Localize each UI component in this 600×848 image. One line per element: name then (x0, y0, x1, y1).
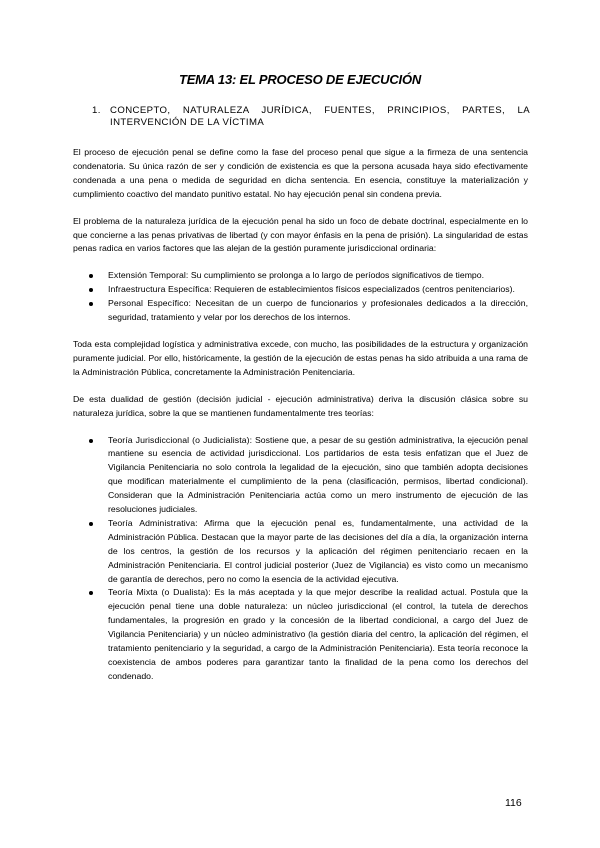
bullet-icon (89, 288, 93, 292)
bullet-icon (89, 591, 93, 595)
item-term: Teoría Administrativa: (108, 517, 198, 528)
item-text: Requieren de establecimientos físicos especializados (centros penitenciarios). (214, 284, 515, 295)
bullet-icon (89, 439, 93, 443)
body-content (73, 146, 528, 697)
item-term: Teoría Mixta (o Dualista): (108, 587, 211, 598)
bullet-icon (89, 274, 93, 278)
paragraph: Toda esta complejidad logística y administrativa excede, con mucho, las posibilidades de la estructura y organización puramente judicial. Por ello, históricamente, la gestión de la ejecución de estas penas ha sido atribuida a una rama de la Administración Pública, concretamente la Administración Penitenciaria. (73, 338, 528, 377)
bullet-icon (89, 522, 93, 526)
page-number: 116 (505, 797, 522, 809)
paragraph: De esta dualidad de gestión (decisión judicial - ejecución administrativa) deriva la discusión clásica sobre su naturaleza jurídica, sobre la que se mantienen fundamentalmente tres teorías: (73, 393, 528, 418)
item-term: Teoría Jurisdiccional (o Judicialista): (108, 434, 253, 445)
section-text: CONCEPTO, NATURALEZA JURÍDICA, FUENTES, PRINCIPIOS, PARTES, LA INTERVENCIÓN DE LA VÍCTIMA (110, 105, 530, 129)
list-item (73, 297, 528, 325)
list-item (73, 434, 528, 517)
theories-list (73, 434, 528, 684)
list-item (73, 269, 528, 283)
factors-list (73, 269, 528, 325)
bullet-icon (89, 302, 93, 306)
item-term: Extensión Temporal: (108, 270, 189, 281)
list-item (73, 283, 528, 297)
item-term: Infraestructura Específica: (108, 284, 212, 295)
item-text: Su cumplimiento se prolonga a lo largo de períodos significativos de tiempo. (190, 270, 485, 281)
section-heading (92, 105, 530, 129)
list-item (73, 586, 528, 683)
item-text: Es la más aceptada y la que mejor describe la realidad actual. Postula que la ejecución penal tiene una doble naturaleza: un núcleo jurisdiccional (el control, la tutela de derechos fundamentales, la progresión en grado y la concesión de la libertad condicional, a cargo del Juez de Vigilancia Penitenciaria) y un núcleo administrativo (la gestión diaria del centro, la aplicación del régimen, el tratamiento penitenciario y la seguridad, a cargo de la Administración Penitenciaria). Esta teoría reconoce la coexistencia de ambos poderes para garantizar tanto la finalidad de la pena como los derechos del condenado. (108, 587, 528, 681)
item-term: Personal Específico: (108, 298, 192, 309)
paragraph: El problema de la naturaleza jurídica de la ejecución penal ha sido un foco de debate doctrinal, especialmente en lo que concierne a las penas privativas de libertad (y con mayor énfasis en la pena de prisión). La singularidad de estas penas radica en varios factores que las alejan de la gestión puramente jurisdiccional ordinaria: (73, 215, 528, 254)
paragraph: El proceso de ejecución penal se define como la fase del proceso penal que sigue a la firmeza de una sentencia condenatoria. Su única razón de ser y condición de existencia es que la persona acusada haya sido efectivamente condenada a una pena o medida de seguridad en dicha sentencia. En esencia, constituye la materialización y cumplimiento coactivo del mandato punitivo estatal. No hay ejecución penal sin condena previa. (73, 147, 528, 199)
item-text: Sostiene que, a pesar de su gestión administrativa, la ejecución penal mantiene su esencia de actividad jurisdiccional. Los partidarios de esta tesis enfatizan que el Juez de Vigilancia Penitenciaria no solo controla la legalidad de la ejecución, sino que también adopta decisiones que modifican materialmente el cumplimiento de la pena (clasificación, permisos, libertad condicional). Consideran que la Administración Penitenciaria actúa como un mero instrumento de ejecución de las resoluciones judiciales. (108, 434, 528, 515)
item-text: Afirma que la ejecución penal es, fundamentalmente, una actividad de la Administración Pública. Destacan que la mayor parte de las decisiones del día a día, la organización interna de los centros, la gestión de los recursos y la aplicación del régimen penitenciario recaen en la Administración Penitenciaria. El control judicial posterior (Juez de Vigilancia) es visto como un mecanismo de garantía de derechos, pero no como la esencia de la actividad ejecutiva. (108, 517, 529, 584)
page-title: TEMA 13: EL PROCESO DE EJECUCIÓN (178, 72, 422, 87)
section-number: 1. (92, 105, 101, 116)
item-text: Necesitan de un cuerpo de funcionarios y profesionales dedicados a la dirección, seguridad, tratamiento y velar por los derechos de los internos. (108, 298, 528, 323)
list-item (73, 517, 528, 587)
